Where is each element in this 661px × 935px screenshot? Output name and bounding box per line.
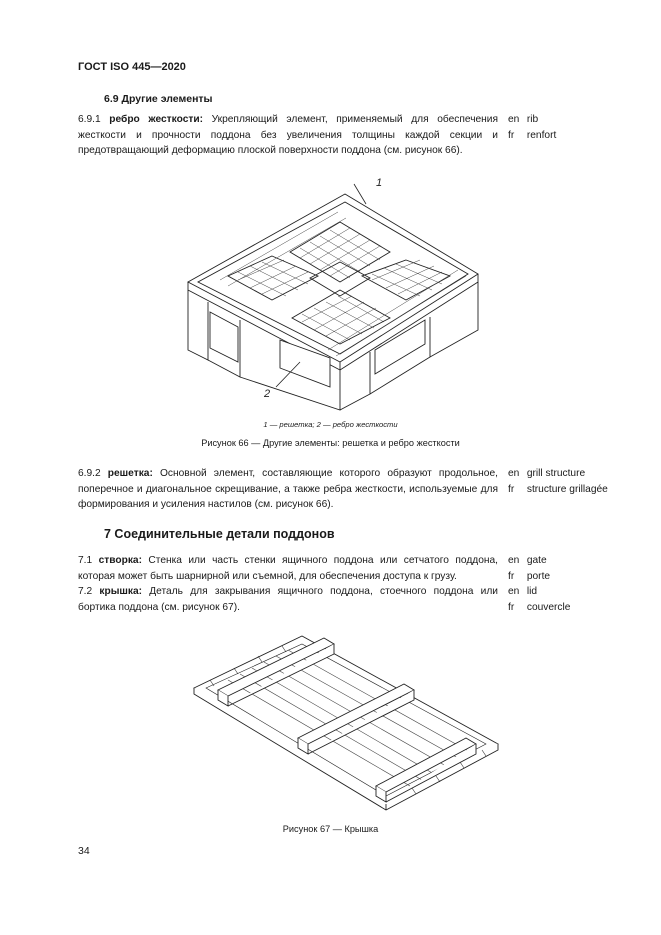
lang-code-en: en — [508, 555, 520, 566]
term-fr: renfort — [526, 129, 557, 141]
equivalent-terms-rib — [508, 112, 556, 143]
lang-code-fr: fr — [508, 483, 515, 495]
term-fr: structure grillagée — [526, 483, 608, 495]
term-name: ребро жесткости: — [109, 114, 204, 125]
clause-number: 6.9.2 — [78, 468, 101, 479]
equivalent-terms-gate — [508, 553, 550, 584]
figure-66-caption: Рисунок 66 — Другие элементы: решетка и ребро жесткости — [201, 438, 460, 448]
document-header: ГОСТ ISO 445—2020 — [78, 61, 186, 73]
definition-gate — [78, 553, 498, 584]
figure-label-2: 2 — [264, 388, 271, 400]
lang-code-en: en — [508, 114, 520, 125]
clause-number: 6.9.1 — [78, 114, 101, 125]
term-name: решетка: — [107, 468, 153, 479]
figure-67-caption: Рисунок 67 — Крышка — [282, 824, 379, 834]
term-fr: porte — [526, 570, 551, 582]
definition-text: Укрепляющий элемент, применяемый для обеспечения жесткости и прочности поддона без увеличения толщины каждой секции и предотвращающий деформацию плоской поверхности поддона (см. рисунок 66). — [78, 114, 498, 156]
figure-66-legend: 1 — решетка; 2 — ребро жесткости — [263, 420, 398, 429]
lang-code-fr: fr — [508, 601, 515, 613]
figure-67-lid-drawing — [190, 628, 510, 818]
definition-text: Деталь для закрывания ящичного поддона, стоечного поддона или бортика поддона (см. рисунок 67). — [78, 586, 498, 613]
definition-lid — [78, 584, 498, 615]
lang-code-en: en — [508, 468, 520, 479]
term-name: крышка: — [99, 586, 143, 597]
term-fr: couvercle — [526, 601, 571, 613]
figure-label-1: 1 — [376, 177, 383, 189]
page-number: 34 — [78, 845, 90, 857]
lang-code-fr: fr — [508, 129, 515, 141]
clause-number: 7.2 — [78, 586, 93, 597]
definition-rib — [78, 112, 498, 159]
clause-number: 7.1 — [78, 555, 93, 566]
term-en: lid — [526, 586, 538, 597]
term-en: gate — [526, 555, 547, 566]
section-heading-6-9: 6.9 Другие элементы — [104, 93, 213, 105]
term-en: grill structure — [526, 468, 586, 479]
lang-code-en: en — [508, 586, 520, 597]
equivalent-terms-grill — [508, 466, 608, 497]
definition-grill-structure — [78, 466, 498, 513]
equivalent-terms-lid — [508, 584, 570, 615]
lang-code-fr: fr — [508, 570, 515, 582]
definition-text: Стенка или часть стенки ящичного поддона или сетчатого поддона, которая может быть шарнирной или съемной, для обеспечения доступа к грузу. — [78, 555, 498, 582]
figure-66-pallet-drawing — [180, 172, 490, 412]
term-en: rib — [526, 114, 539, 125]
section-heading-7: 7 Соединительные детали поддонов — [104, 527, 335, 541]
term-name: створка: — [98, 555, 142, 566]
definition-text: Основной элемент, составляющие которого образуют продольное, поперечное и диагональное скрещивание, а также ребра жесткости, используемые для формирования и усиления настилов (см. рисунок 66). — [78, 468, 498, 510]
